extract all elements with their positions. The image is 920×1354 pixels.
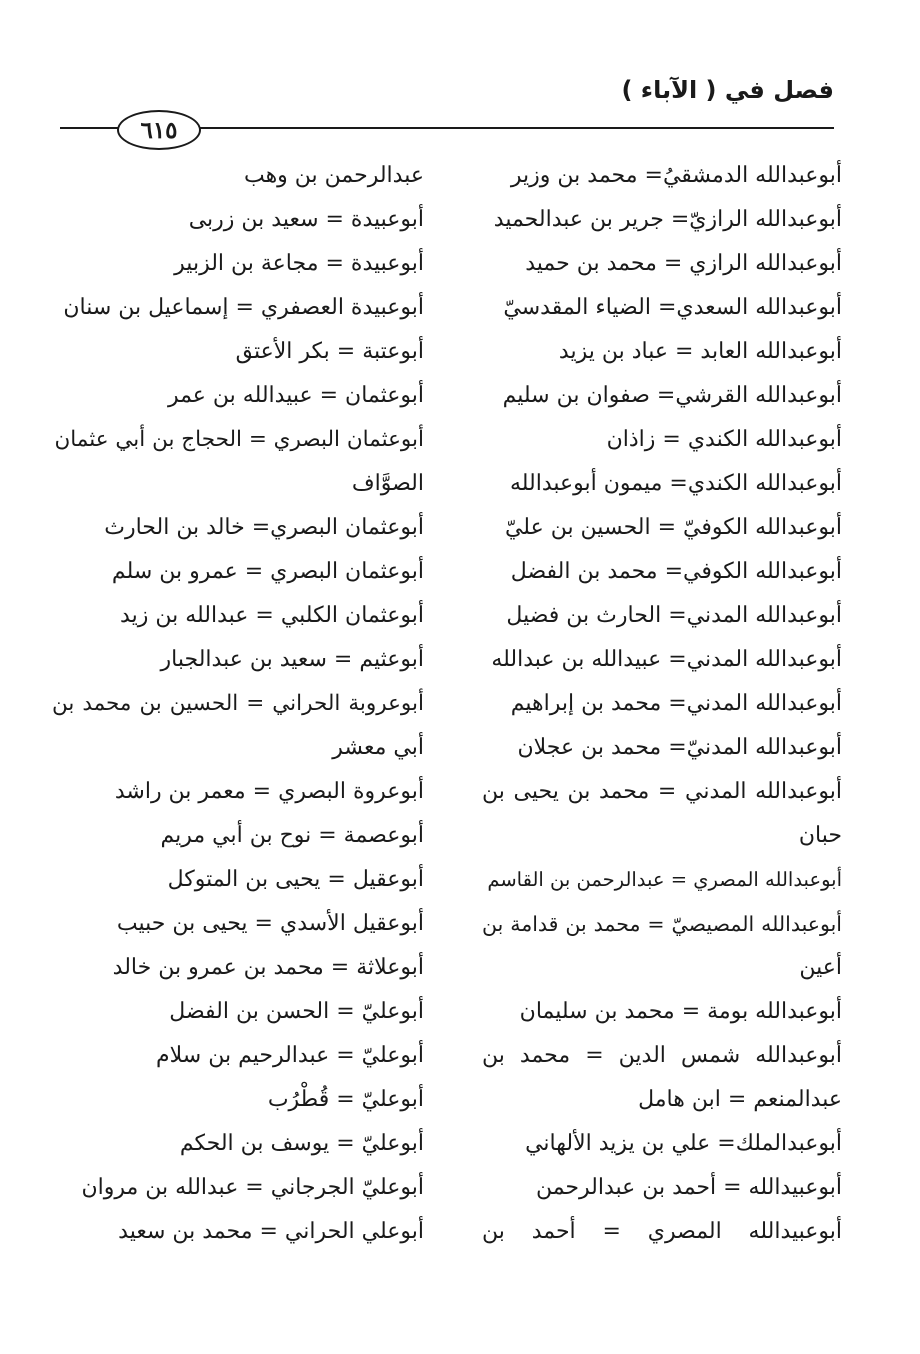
running-header-title: فصل في ( الآباء )	[621, 76, 834, 104]
entry-line: أبوعبدالملك= علي بن يزيد الألهاني	[525, 1131, 842, 1156]
entry-continuation: عبدالمنعم = ابن هامل	[638, 1087, 842, 1112]
entry-line: أبوعلي الحراني = محمد بن سعيد	[118, 1219, 424, 1244]
entry-line: أبوعليّ = يوسف بن الحكم	[179, 1131, 424, 1156]
entry-line: أبوعصمة = نوح بن أبي مريم	[160, 823, 424, 848]
entry-line: أبوعبدالله الكندي = زاذان	[606, 427, 842, 452]
entry-line: أبوعثيم = سعيد بن عبدالجبار	[160, 647, 424, 672]
entry-continuation: الصوَّاف	[351, 471, 424, 496]
entry-line: أبوعبدالله الرازي = محمد بن حميد	[525, 251, 842, 276]
page-number-badge: ٦١٥	[117, 110, 201, 150]
entry-line: أبوعبدالله بومة = محمد بن سليمان	[519, 999, 842, 1024]
entry-line: أبوعبدالله المصيصيّ = محمد بن قدامة بن	[482, 912, 842, 936]
entry-line: أبوعثمان الكلبي = عبدالله بن زيد	[120, 603, 424, 628]
entry-line: أبوعبدالله القرشي= صفوان بن سليم	[502, 383, 842, 408]
entry-line: أبوعبدالله الكندي= ميمون أبوعبدالله	[509, 471, 842, 496]
right-column	[482, 154, 842, 1254]
entry-line: أبوعبدالله المدني = محمد بن يحيى بن	[482, 779, 842, 804]
entry-line: أبوعقيل الأسدي = يحيى بن حبيب	[116, 911, 424, 936]
entry-line: أبوعبيدة = مجاعة بن الزبير	[174, 251, 424, 276]
entry-line: أبوعبدالله العابد = عباد بن يزيد	[558, 339, 842, 364]
entry-continuation: أعين	[799, 955, 842, 980]
entry-line: أبوعبيدالله المصري = أحمد بن	[482, 1219, 842, 1244]
entry-line: أبوعروبة الحراني = الحسين بن محمد بن	[52, 691, 424, 716]
entry-line: أبوعثمان البصري = عمرو بن سلم	[111, 559, 424, 584]
entry-line: أبوعبدالله الدمشقيُ= محمد بن وزير	[510, 163, 842, 188]
entry-line: أبوعبدالله الكوفيّ = الحسين بن عليّ	[504, 515, 842, 540]
entry-line: أبوعبيدة = سعيد بن زربى	[188, 207, 424, 232]
entry-line: أبوعثمان البصري= خالد بن الحارث	[104, 515, 424, 540]
entry-line: أبوعبيدة العصفري = إسماعيل بن سنان	[63, 295, 424, 320]
entry-continuation: عبدالرحمن بن وهب	[243, 163, 424, 188]
entry-line: أبوعبدالله الكوفي= محمد بن الفضل	[510, 559, 842, 584]
left-column	[52, 154, 424, 1254]
entry-line: أبوعبدالله المدني= محمد بن إبراهيم	[510, 691, 842, 716]
entry-line: أبوعبدالله المصري = عبدالرحمن بن القاسم	[487, 868, 842, 891]
entry-line: أبوعتبة = بكر الأعتق	[235, 339, 424, 364]
entry-continuation: حبان	[798, 823, 842, 848]
entry-line: أبوعثمان = عبيدالله بن عمر	[167, 383, 424, 408]
entry-line: أبوعبدالله المدني= الحارث بن فضيل	[506, 603, 842, 628]
entry-line: أبوعبدالله المدني= عبيدالله بن عبدالله	[491, 647, 842, 672]
entry-line: أبوعبدالله السعدي= الضياء المقدسيّ	[503, 295, 842, 320]
entry-line: أبوعبيدالله = أحمد بن عبدالرحمن	[535, 1175, 842, 1200]
entry-line: أبوعليّ الجرجاني = عبدالله بن مروان	[81, 1175, 424, 1200]
entry-line: أبوعبدالله شمس الدين = محمد بن	[482, 1043, 842, 1068]
entry-line: أبوعبدالله المدنيّ= محمد بن عجلان	[517, 735, 842, 760]
entry-line: أبوعليّ = الحسن بن الفضل	[169, 999, 424, 1024]
entry-line: أبوعليّ = قُطْرُب	[267, 1087, 424, 1112]
entry-line: أبوعليّ = عبدالرحيم بن سلام	[156, 1043, 424, 1068]
entry-line: أبوعثمان البصري = الحجاج بن أبي عثمان	[54, 427, 424, 452]
entry-line: أبوعلاثة = محمد بن عمرو بن خالد	[112, 955, 424, 980]
entry-line: أبوعروة البصري = معمر بن راشد	[114, 779, 424, 804]
entry-line: أبوعبدالله الرازيّ= جرير بن عبدالحميد	[493, 207, 842, 232]
entry-line: أبوعقيل = يحيى بن المتوكل	[167, 867, 424, 892]
entry-continuation: أبي معشر	[332, 735, 424, 760]
